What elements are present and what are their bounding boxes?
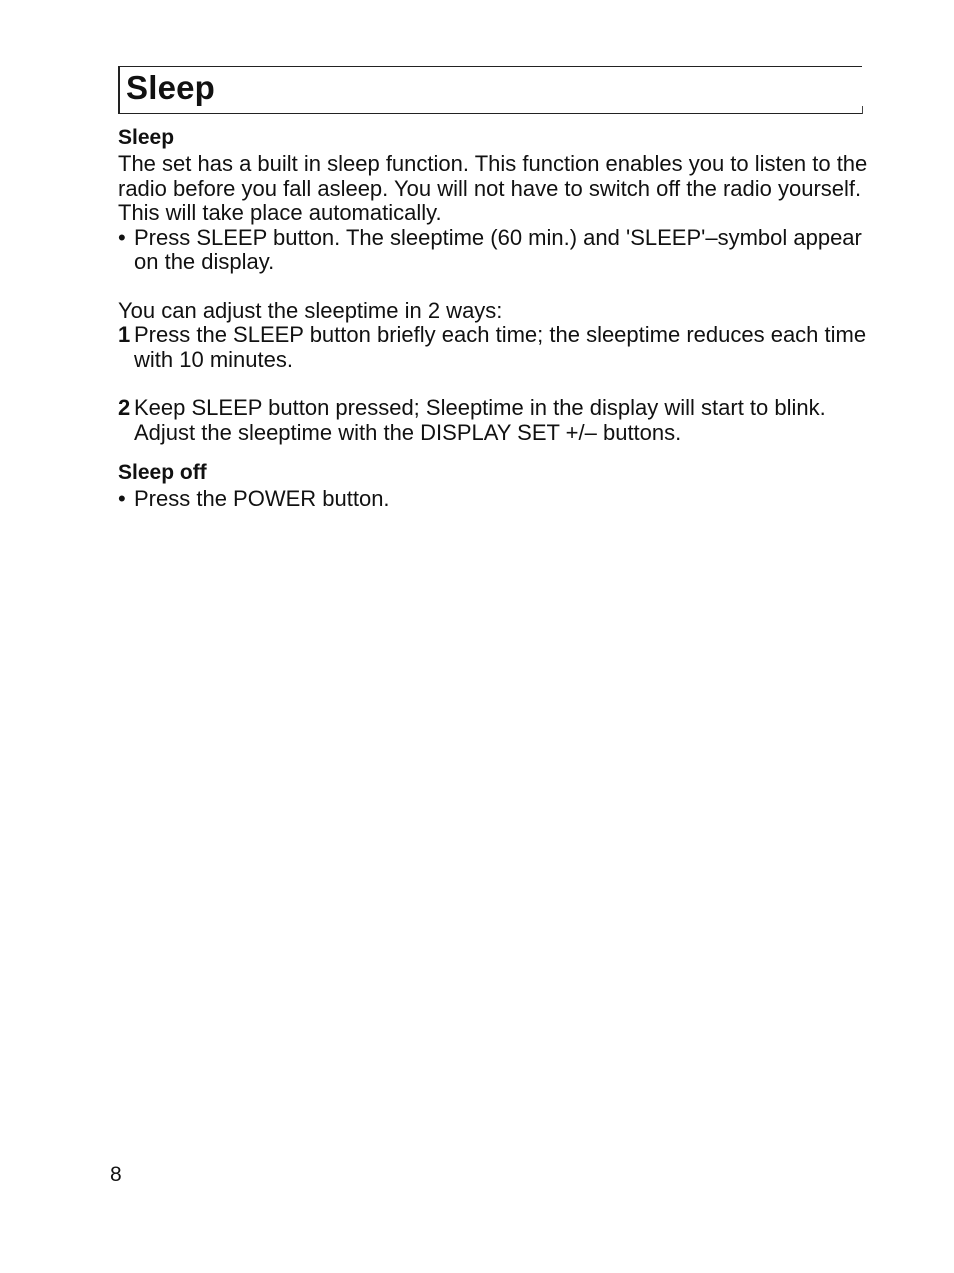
page-number: 8 — [110, 1163, 122, 1186]
sleep-intro-paragraph: The set has a built in sleep function. This function enables you to listen to the radio before you fall asleep. You will not have to switch off the radio yourself. This will take place automatically. — [118, 151, 868, 225]
step-item-2 — [118, 396, 878, 445]
step-item-1 — [118, 323, 878, 372]
section-title-box — [118, 66, 862, 114]
sleep-off-bullet-item — [118, 487, 878, 512]
sleep-off-bullet-text: Press the POWER button. — [134, 486, 390, 511]
sleep-heading: Sleep — [118, 126, 175, 149]
step-number-1: 1 — [118, 322, 131, 347]
adjust-intro-paragraph: You can adjust the sleeptime in 2 ways: — [118, 297, 503, 323]
title-box-end-tick — [862, 106, 863, 114]
step-number-2: 2 — [118, 395, 131, 420]
bullet-icon: • — [118, 224, 126, 250]
spacer — [118, 372, 878, 396]
sleep-bullet-item — [118, 226, 878, 275]
page-title: Sleep — [126, 69, 216, 106]
sleep-off-heading: Sleep off — [118, 461, 207, 484]
step-text-1: Press the SLEEP button briefly each time; the sleeptime reduces each time with 10 minutes. — [134, 322, 867, 372]
sleep-bullet-text: Press SLEEP button. The sleeptime (60 min.) and 'SLEEP'–symbol appear on the display. — [134, 224, 862, 274]
bullet-icon: • — [118, 486, 126, 511]
step-text-2: Keep SLEEP button pressed; Sleeptime in the display will start to blink. Adjust the sleeptime with the DISPLAY SET +/– buttons. — [134, 395, 826, 445]
main-content — [118, 124, 878, 512]
spacer — [118, 275, 878, 299]
spacer — [118, 445, 878, 459]
